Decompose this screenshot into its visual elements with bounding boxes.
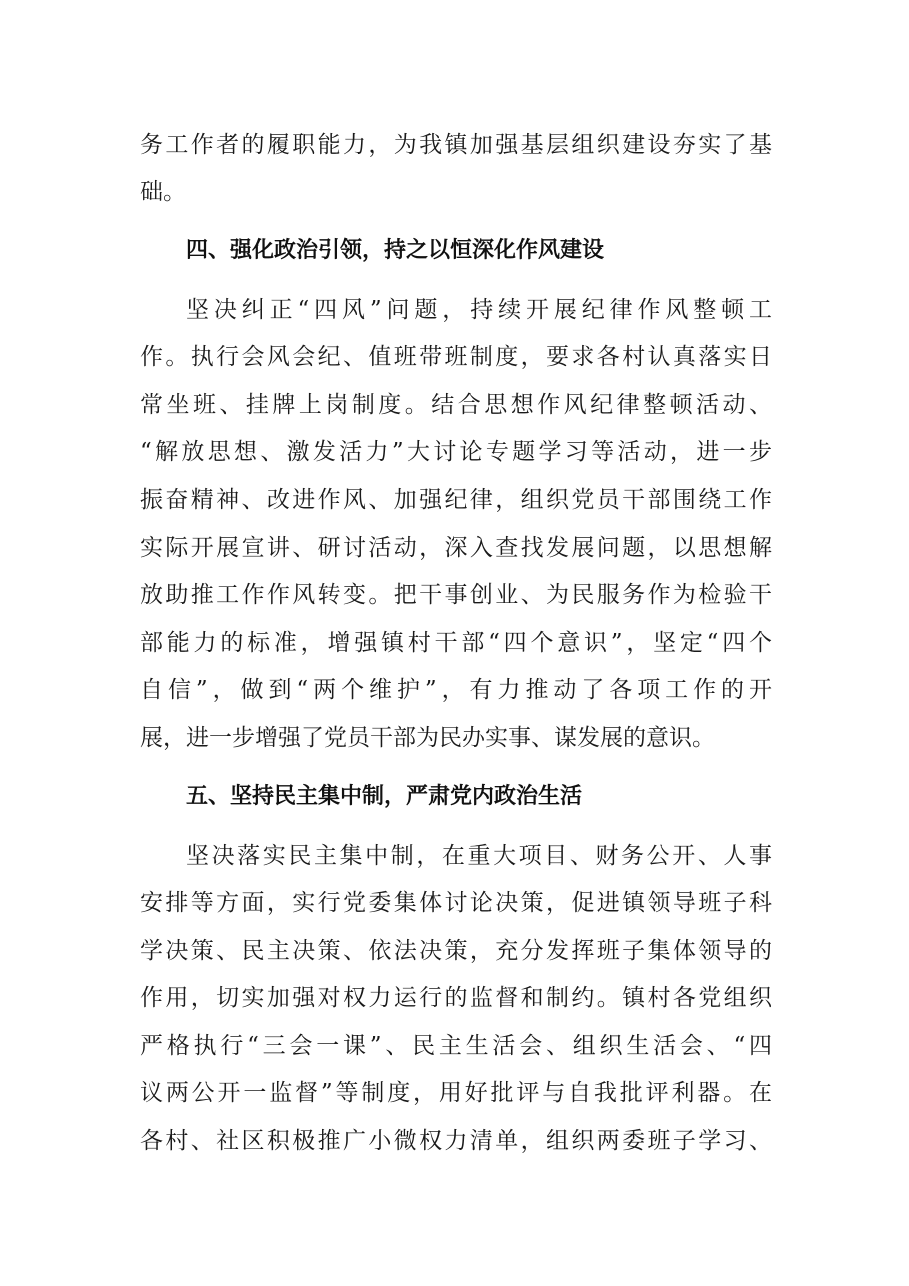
paragraph-line: 作。执行会风会纪、值班带班制度，要求各村认真落实日 [140, 344, 772, 370]
paragraph-line: 实际开展宣讲、研讨活动，深入查找发展问题，以思想解 [140, 535, 772, 561]
paragraph-line: 学决策、民主决策、依法决策，充分发挥班子集体领导的 [140, 938, 772, 964]
paragraph-line: 议两公开一监督”等制度，用好批评与自我批评利器。在 [140, 1080, 772, 1106]
paragraph-line: 安排等方面，实行党委集体讨论决策，促进镇领导班子科 [140, 890, 772, 916]
paragraph-line: 自信”，做到“两个维护”，有力推动了各项工作的开 [140, 677, 772, 703]
paragraph-line: 放助推工作作风转变。把干事创业、为民服务作为检验干 [140, 582, 772, 608]
paragraph-line: 务工作者的履职能力，为我镇加强基层组织建设夯实了基 [140, 132, 772, 158]
paragraph-line: 作用，切实加强对权力运行的监督和制约。镇村各党组织 [140, 985, 772, 1011]
paragraph-line: 各村、社区积极推广小微权力清单，组织两委班子学习、 [140, 1128, 772, 1154]
paragraph-line: 部能力的标准，增强镇村干部“四个意识”，坚定“四个 [140, 630, 772, 656]
paragraph-line: “解放思想、激发活力”大讨论专题学习等活动，进一步 [140, 439, 772, 465]
section-heading: 四、强化政治引领，持之以恒深化作风建设 [186, 238, 605, 263]
paragraph-line: 坚决纠正“四风”问题，持续开展纪律作风整顿工 [186, 297, 772, 323]
paragraph-line: 坚决落实民主集中制，在重大项目、财务公开、人事 [186, 843, 772, 869]
paragraph-line: 常坐班、挂牌上岗制度。结合思想作风纪律整顿活动、 [140, 392, 772, 418]
paragraph-line: 础。 [140, 179, 186, 205]
section-heading: 五、坚持民主集中制，严肃党内政治生活 [186, 784, 583, 809]
paragraph-line: 振奋精神、改进作风、加强纪律，组织党员干部围绕工作 [140, 487, 772, 513]
paragraph-line: 展，进一步增强了党员干部为民办实事、谋发展的意识。 [140, 725, 715, 751]
paragraph-line: 严格执行“三会一课”、民主生活会、组织生活会、“四 [140, 1033, 772, 1059]
